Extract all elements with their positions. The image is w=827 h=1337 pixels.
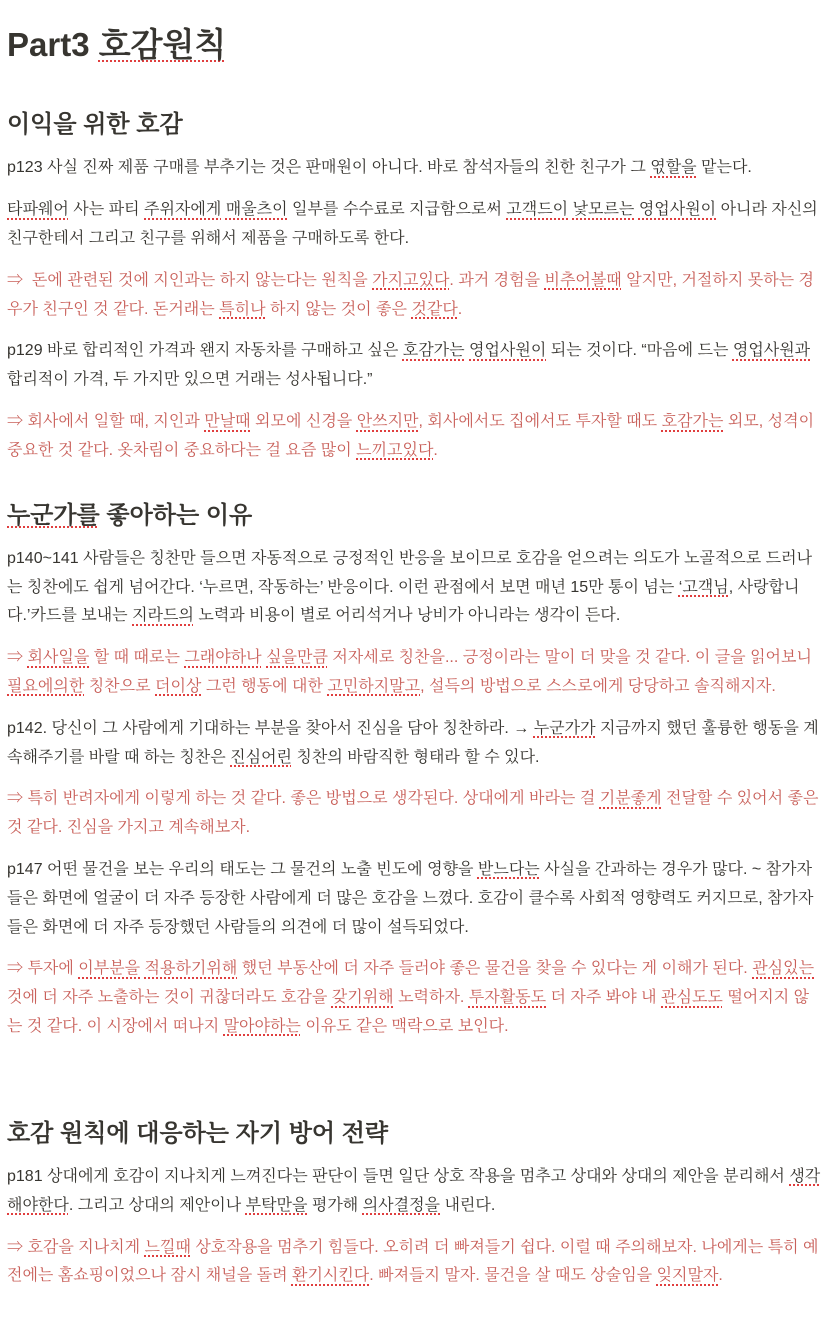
text-segment: 아니라 자신의 친구한테서 그리고 친구를 위해서 제품을 구매하도록 한다. bbox=[7, 201, 823, 248]
misspelled-word: 적용하기위해 bbox=[144, 960, 238, 978]
misspelled-word: 고민하지말고 bbox=[327, 677, 421, 695]
text-segment: 전달할 수 있어서 좋은 것 같다. 진심을 가지고 계속해보자. bbox=[7, 790, 823, 837]
text-segment: 이익을 위한 호감 bbox=[7, 111, 183, 139]
text-segment: 칭찬으로 bbox=[84, 677, 155, 695]
misspelled-word: 필요에의한 bbox=[7, 677, 85, 695]
misspelled-word: 말아야하는 bbox=[223, 1017, 301, 1035]
misspelled-word: 더이상 bbox=[155, 677, 202, 695]
text-segment: p140~141 사람들은 칭찬만 들으면 자동적으로 긍정적인 반응을 보이므로 호감을 얻으려는 의도가 노골적으로 드러나는 칭찬에도 쉽게 넘어간다. ‘누르면, 작동하는’ 반응이다. 이런 관점에서 보면 매년 15만 통이 넘는 bbox=[7, 549, 813, 596]
document-body bbox=[7, 24, 822, 1291]
text-segment: 외모에 신경을 bbox=[250, 413, 357, 431]
misspelled-word: 환기시킨다 bbox=[291, 1267, 370, 1285]
misspelled-word: 가지고있다 bbox=[372, 271, 450, 289]
misspelled-word: 관심있는 bbox=[752, 960, 815, 978]
misspelled-word: 엯할을 bbox=[650, 159, 697, 177]
misspelled-word: 생각해야한다 bbox=[7, 1167, 821, 1214]
misspelled-word: 관심도도 bbox=[661, 989, 723, 1007]
text-segment: 좋아하는 이유 bbox=[99, 501, 253, 529]
text-segment: p142. 당신이 그 사람에게 기대하는 부분을 찾아서 진심을 담아 칭찬하라. → bbox=[7, 719, 534, 737]
text-segment: 저자세로 칭찬을... 긍정이라는 말이 더 맞을 것 같다. 이 글을 읽어보니 bbox=[327, 649, 817, 667]
text-segment: 맡는다. bbox=[696, 159, 752, 177]
misspelled-word: ‘고객님 bbox=[678, 578, 729, 596]
misspelled-word: 호감가는 bbox=[661, 413, 724, 431]
book-note-paragraph bbox=[7, 545, 822, 631]
text-segment: 칭찬의 바람직한 형태라 할 수 있다. bbox=[291, 748, 540, 766]
misspelled-word: 호감가는 bbox=[402, 342, 465, 360]
text-segment: 하지 않는 것이 좋은 bbox=[265, 300, 412, 318]
misspelled-word: 부탁만을 bbox=[245, 1196, 308, 1214]
misspelled-word: 안쓰지만 bbox=[356, 413, 419, 431]
misspelled-word: 그래야하나 bbox=[184, 649, 262, 667]
text-segment: 이유도 같은 맥락으로 보인다. bbox=[300, 1017, 509, 1035]
misspelled-word: 지라드의 bbox=[132, 607, 194, 625]
text-segment: 떨어지지 않는 것 같다. 이 시장에서 떠나지 bbox=[7, 989, 810, 1035]
text-segment: ⇒ 투자에 bbox=[7, 960, 79, 978]
text-segment: p129 바로 합리적인 가격과 왠지 자동차를 구매하고 싶은 bbox=[7, 342, 403, 360]
text-segment: 외모, 성격이 중요한 것 같다. 옷차림이 중요하다는 걸 요즘 많이 bbox=[7, 413, 819, 459]
text-segment: p123 사실 진짜 제품 구매를 부추기는 것은 판매원이 아니다. 바로 참석자들의 친한 친구가 그 bbox=[7, 159, 651, 177]
misspelled-word: 비추어볼때 bbox=[544, 271, 622, 289]
text-segment: . 그리고 상대의 제안이나 bbox=[68, 1196, 246, 1214]
page-title bbox=[7, 24, 822, 65]
misspelled-word: 타파웨어 bbox=[7, 201, 69, 219]
text-segment: ⇒ 호감을 지나치게 bbox=[7, 1238, 145, 1256]
comment-paragraph bbox=[7, 408, 822, 466]
comment-paragraph bbox=[7, 1234, 822, 1292]
misspelled-word: 영업사원과 bbox=[732, 342, 811, 360]
misspelled-word: 투자활동도 bbox=[468, 989, 547, 1007]
text-segment: 할 때 때로는 bbox=[89, 649, 185, 667]
text-segment: 내린다. bbox=[440, 1196, 496, 1214]
book-note-paragraph bbox=[7, 337, 822, 395]
text-segment: p147 어떤 물건을 보는 우리의 태도는 그 물건의 노출 빈도에 영향을 bbox=[7, 860, 478, 878]
book-note-paragraph bbox=[7, 154, 822, 183]
section-heading bbox=[7, 1118, 822, 1149]
text-segment: 일부를 수수료로 지급함으로써 bbox=[287, 201, 507, 219]
text-segment: 합리적이 가격, 두 가지만 있으면 거래는 성사됩니다.” bbox=[7, 342, 815, 389]
text-segment: ⇒ bbox=[7, 649, 28, 667]
text-segment: . bbox=[718, 1267, 723, 1285]
text-segment: 더 자주 봐야 내 bbox=[546, 989, 662, 1007]
misspelled-word: 진심어린 bbox=[230, 748, 292, 766]
text-segment: . 과거 경험을 bbox=[449, 271, 545, 289]
text-segment: 상호작용을 멈추기 힘들다. 오히려 더 빠져들기 쉽다. 이럴 때 주의해보자. 나에게는 특히 예전에는 홈쇼핑이었으나 잠시 채널을 돌려 bbox=[7, 1238, 819, 1285]
text-segment: . 빠져들지 말자. 물건을 살 때도 상술임을 bbox=[369, 1267, 657, 1285]
misspelled-word: 낯모르는 bbox=[572, 201, 635, 219]
text-segment: ⇒ 특히 반려자에게 이렇게 하는 것 같다. 좋은 방법으로 생각된다. 상대에게 바라는 걸 bbox=[7, 790, 600, 808]
text-segment: , 사랑합니다.’카드를 보내는 bbox=[7, 578, 800, 625]
misspelled-word: 영업사원이 bbox=[638, 201, 717, 219]
comment-paragraph bbox=[7, 955, 822, 1041]
misspelled-word: 잊지말자 bbox=[656, 1267, 719, 1285]
misspelled-word: 갖기위해 bbox=[331, 989, 394, 1007]
misspelled-word: 받느다는 bbox=[477, 860, 540, 878]
misspelled-word: 매울츠이 bbox=[225, 201, 288, 219]
text-segment: 지금까지 했던 훌륭한 행동을 계속해주기를 바랄 때 하는 칭찬은 bbox=[7, 719, 819, 766]
misspelled-word: 만날때 bbox=[204, 413, 251, 431]
section-heading bbox=[7, 500, 822, 531]
misspelled-word: 고객드이 bbox=[506, 201, 569, 219]
text-segment: , 설득의 방법으로 스스로에게 당당하고 솔직해지자. bbox=[420, 677, 776, 695]
misspelled-word: 영업사원이 bbox=[469, 342, 547, 360]
text-segment: , 회사에서도 집에서도 투자할 때도 bbox=[418, 413, 662, 431]
text-segment: 노력하자. bbox=[393, 989, 469, 1007]
misspelled-word: 누군가를 bbox=[7, 501, 100, 529]
text-segment: . bbox=[457, 300, 463, 318]
text-segment: 사실을 간과하는 경우가 많다. ~ 참가자들은 화면에 얼굴이 더 자주 등장한 사람에게 더 많은 호감을 느꼈다. 호감이 클수록 사회적 영향력도 커지므로, 참가자들은 화면에 더 자주 등장했던 사람들의 의견에 더 많이 설득되었다. bbox=[7, 860, 814, 936]
misspelled-word: 의사결정을 bbox=[362, 1196, 440, 1214]
misspelled-word: 기분좋게 bbox=[599, 790, 662, 808]
text-segment: 알지만, 거절하지 못하는 경우가 친구인 것 같다. 돈거래는 bbox=[7, 271, 815, 318]
misspelled-word: 것같다 bbox=[411, 300, 458, 318]
misspelled-word: 호감원칙 bbox=[98, 26, 227, 63]
text-segment: p181 상대에게 호감이 지나치게 느껴진다는 판단이 들면 일단 상호 작용을 멈추고 상대와 상대의 제안을 분리해서 bbox=[7, 1167, 790, 1185]
text-segment: ⇒ 돈에 관련된 것에 지인과는 하지 않는다는 원칙을 bbox=[7, 271, 373, 289]
misspelled-word: 누군가가 bbox=[533, 719, 596, 737]
text-segment: Part3 bbox=[7, 26, 99, 63]
text-segment: 것에 더 자주 노출하는 것이 귀찮더라도 호감을 bbox=[7, 960, 819, 1007]
text-segment: 노력과 비용이 별로 어리석거나 낭비가 아니라는 생각이 든다. bbox=[193, 607, 621, 625]
book-note-paragraph bbox=[7, 1163, 822, 1221]
text-segment: 했던 부동산에 더 자주 들러야 좋은 물건을 찾을 수 있다는 게 이해가 된다. bbox=[237, 960, 753, 978]
comment-paragraph bbox=[7, 644, 822, 702]
misspelled-word: 이부분을 bbox=[78, 960, 141, 978]
book-note-paragraph bbox=[7, 196, 822, 254]
text-segment: 호감 원칙에 대응하는 자기 방어 전략 bbox=[7, 1119, 389, 1147]
book-note-paragraph bbox=[7, 856, 822, 942]
misspelled-word: 특히나 bbox=[219, 300, 266, 318]
comment-paragraph bbox=[7, 267, 822, 325]
book-note-paragraph bbox=[7, 715, 822, 773]
misspelled-word: 주위자에게 bbox=[144, 201, 222, 219]
blank-line bbox=[7, 1055, 822, 1084]
text-segment: 사는 파티 bbox=[68, 201, 144, 219]
text-segment: 그런 행동에 대한 bbox=[201, 677, 328, 695]
comment-paragraph bbox=[7, 785, 822, 843]
text-segment: 평가해 bbox=[307, 1196, 363, 1214]
misspelled-word: 느끼고있다 bbox=[356, 441, 434, 459]
misspelled-word: 느낄때 bbox=[144, 1238, 191, 1256]
text-segment: 되는 것이다. “마음에 드는 bbox=[546, 342, 733, 360]
section-heading bbox=[7, 109, 822, 140]
text-segment: . bbox=[433, 441, 438, 459]
misspelled-word: 싶을만큼 bbox=[266, 649, 328, 667]
misspelled-word: 회사일을 bbox=[27, 649, 90, 667]
text-segment: ⇒ 회사에서 일할 때, 지인과 bbox=[7, 413, 205, 431]
